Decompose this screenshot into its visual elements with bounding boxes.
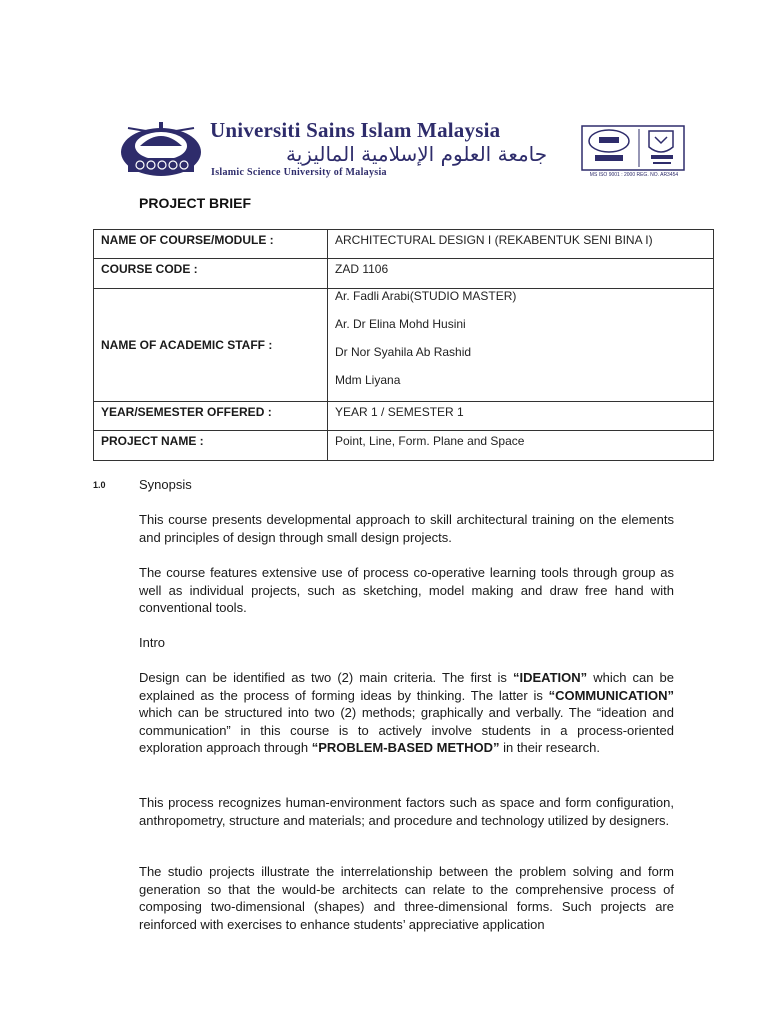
- university-crest-logo: [118, 116, 204, 178]
- quality-certification-icon: [581, 120, 685, 180]
- year-label-cell: [94, 402, 328, 431]
- emphasis-ideation: “IDEATION”: [512, 670, 588, 685]
- synopsis-paragraph-2: The course features extensive use of process co-operative learning tools through group as well as individual projects, such as sketching, model making and draw free hand with conventional tools.: [139, 565, 674, 616]
- emphasis-problem-based-method: “PROBLEM-BASED METHOD”: [311, 740, 500, 756]
- intro-paragraph-3: The studio projects illustrate the interrelationship between the problem solving and form generation so that the would-be architects can relate to the comprehensive process of composing two-dimensional (shapes) and three-dimensional forms. Such projects are reinforced with exercises to enhance students’ appreciative application: [139, 864, 674, 932]
- code-label: COURSE CODE :: [101, 262, 198, 276]
- table-row: [94, 230, 714, 259]
- project-info-table: [93, 229, 714, 461]
- intro-paragraph-1: [139, 669, 674, 757]
- year-value-cell: [328, 402, 714, 431]
- paragraph-text: which can be explained as the process of forming ideas by thinking. The latter is: [139, 670, 675, 703]
- staff-member: Ar. Dr Elina Mohd Husini: [335, 317, 466, 331]
- paragraph-text: in their research.: [499, 740, 600, 756]
- year-value: YEAR 1 / SEMESTER 1: [335, 405, 464, 419]
- project-value: Point, Line, Form. Plane and Space: [335, 434, 525, 448]
- course-label-cell: [94, 230, 328, 259]
- certification-caption: MS ISO 9001 : 2000 REG. NO. AR3454: [589, 172, 679, 178]
- staff-value-cell: [328, 289, 714, 402]
- year-label: YEAR/SEMESTER OFFERED :: [101, 405, 272, 419]
- emphasis-communication: “COMMUNICATION”: [548, 687, 674, 703]
- page-title: PROJECT BRIEF: [139, 195, 252, 211]
- paragraph-text: Design can be identified as two (2) main criteria. The first is: [139, 670, 513, 685]
- paragraph-text: which can be structured into two (2) methods; graphically and verbally. The “ideation and communication” in this course is to actively involve students in a process-oriented exploration approach through: [139, 705, 674, 756]
- section-title: Synopsis: [139, 477, 192, 492]
- university-name-arabic: جامعة العلوم الإسلامية الماليزية: [286, 142, 548, 166]
- staff-member: Mdm Liyana: [335, 373, 401, 387]
- code-label-cell: [94, 259, 328, 289]
- project-label: PROJECT NAME :: [101, 434, 204, 448]
- university-name-english: Islamic Science University of Malaysia: [211, 167, 387, 178]
- project-label-cell: [94, 431, 328, 461]
- course-value-cell: [328, 230, 714, 259]
- synopsis-paragraph-1: This course presents developmental approach to skill architectural training on the elements and principles of design through small design projects.: [139, 512, 674, 545]
- intro-heading: Intro: [139, 635, 166, 650]
- staff-member: Dr Nor Syahila Ab Rashid: [335, 345, 472, 359]
- university-name: Universiti Sains Islam Malaysia: [210, 118, 501, 142]
- table-row: [94, 431, 714, 461]
- code-value-cell: [328, 259, 714, 289]
- staff-label-cell: [94, 289, 328, 402]
- staff-member: Ar. Fadli Arabi(STUDIO MASTER): [335, 289, 517, 303]
- university-header: [118, 112, 700, 184]
- course-label: NAME OF COURSE/MODULE :: [101, 233, 274, 247]
- table-row: [94, 289, 714, 402]
- section-number: 1.0: [93, 480, 106, 490]
- table-row: [94, 402, 714, 431]
- staff-label: NAME OF ACADEMIC STAFF :: [101, 338, 273, 352]
- table-row: [94, 259, 714, 289]
- staff-list: [335, 289, 713, 401]
- code-value: ZAD 1106: [335, 262, 389, 276]
- intro-paragraph-2: This process recognizes human-environment factors such as space and form configuration, anthropometry, structure and materials; and procedure and technology utilized by designers.: [139, 795, 674, 828]
- course-value: ARCHITECTURAL DESIGN I (REKABENTUK SENI BINA I): [335, 233, 653, 247]
- project-value-cell: [328, 431, 714, 461]
